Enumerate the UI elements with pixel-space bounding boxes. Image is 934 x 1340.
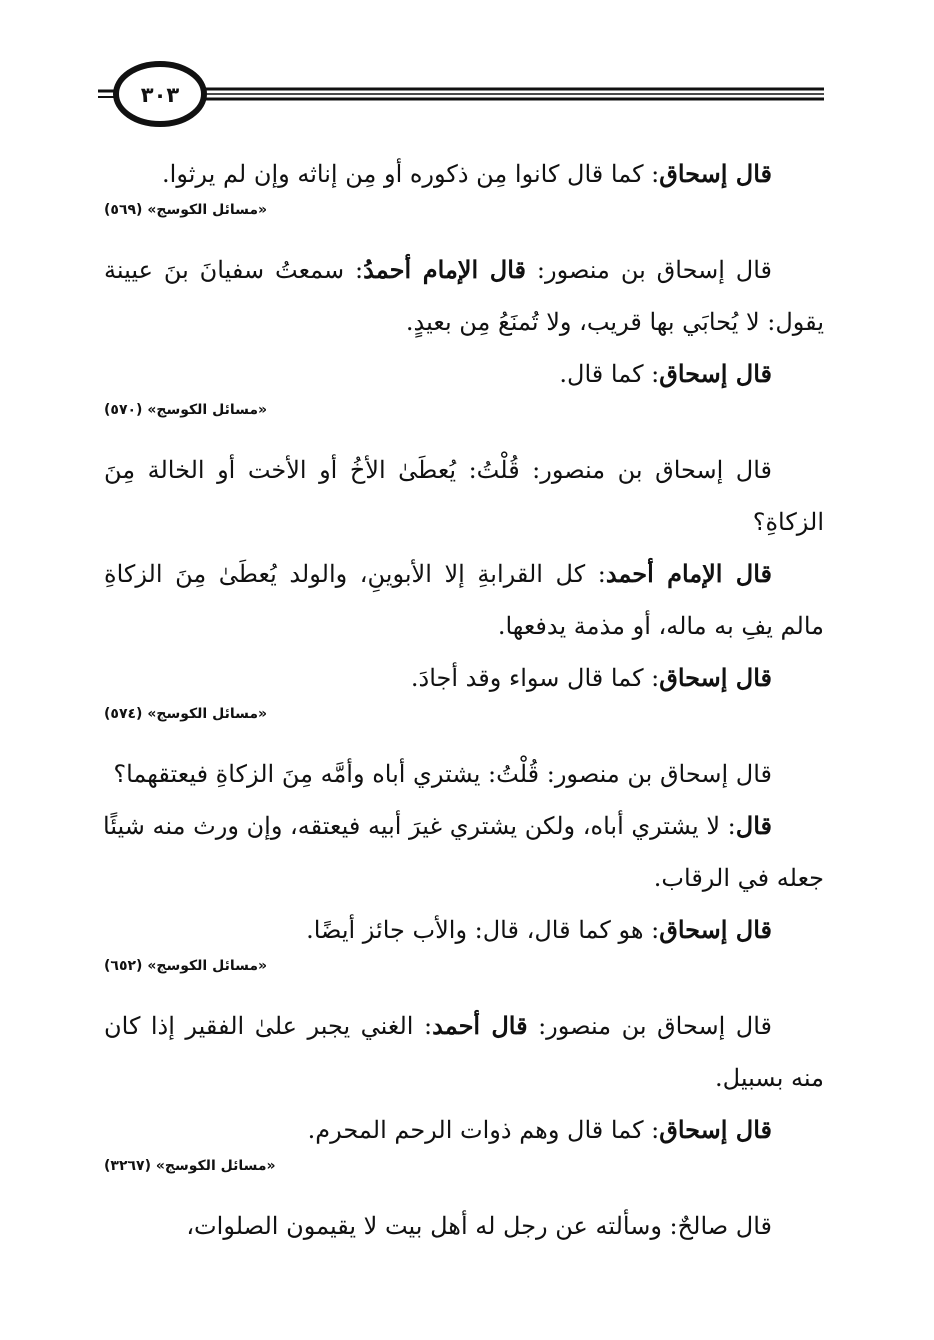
speaker-label: قال إسحاق — [659, 663, 772, 692]
text-line — [104, 1052, 824, 1104]
line-text: : كما قال سواء وقد أجادَ. — [410, 664, 660, 692]
line-text: : كما قال وهم ذوات الرحم المحرم. — [307, 1116, 660, 1144]
line-text: قال صالحٌ: وسألته عن رجل له أهل بيت لا يقيمون الصلوات، — [186, 1212, 772, 1240]
text-line — [104, 244, 824, 296]
line-text: يقول: لا يُحابَي بها قريب، ولا تُمنَعُ مِن بعيدٍ. — [405, 308, 824, 336]
text-line — [104, 800, 824, 852]
source-citation-text: «مسائل الكوسج» (٣٢٦٧) — [104, 1158, 276, 1174]
text-line — [104, 444, 824, 496]
text-line — [104, 148, 824, 200]
text-line — [104, 652, 824, 704]
line-text: : كما قال. — [559, 360, 660, 388]
text-line — [104, 1104, 824, 1156]
text-line — [104, 496, 824, 548]
text-line — [104, 548, 824, 600]
source-citation — [104, 956, 824, 976]
text-line — [104, 1000, 824, 1052]
text-line — [104, 296, 824, 348]
speaker-label: قال إسحاق — [659, 159, 772, 188]
speaker-label: قال إسحاق — [659, 1115, 772, 1144]
text-line — [104, 348, 824, 400]
source-citation — [104, 400, 824, 420]
line-text: قال إسحاق بن منصور: قُلْتُ: يُعطَىٰ الأخُ أو الأخت أو الخالة مِنَ — [104, 456, 772, 484]
speaker-label: قال الإمام أحمد — [605, 559, 772, 588]
text-line — [104, 748, 824, 800]
header-rule-ornament — [98, 58, 824, 134]
line-text: : لا يشتري أباه، ولكن يشتري غيرَ أبيه فيعتقه، وإن ورث منه شيئًا — [103, 812, 736, 840]
line-text: : الغني يجبر علىٰ الفقير إذا كان — [104, 1012, 433, 1040]
line-text: : هو كما قال، قال: والأب جائز أيضًا. — [306, 916, 660, 944]
line-text: : كل القرابةِ إلا الأبوينِ، والولد يُعطَىٰ مِنَ الزكاةِ — [104, 560, 606, 588]
speaker-label: قال إسحاق — [659, 359, 772, 388]
source-citation-text: «مسائل الكوسج» (٥٦٩) — [104, 202, 268, 218]
line-lead: قال إسحاق بن منصور: — [527, 1012, 772, 1040]
page-header — [98, 58, 824, 134]
line-text: جعله في الرقاب. — [653, 864, 824, 892]
source-citation — [104, 200, 824, 220]
source-citation — [104, 704, 824, 724]
text-line — [104, 852, 824, 904]
line-text: : كما قال كانوا مِن ذكوره أو مِن إناثه وإن لم يرثوا. — [162, 160, 660, 188]
text-line — [104, 1200, 824, 1252]
line-text: منه بسبيل. — [715, 1064, 824, 1092]
source-citation-text: «مسائل الكوسج» (٥٧٠) — [104, 402, 268, 418]
source-citation — [104, 1156, 824, 1176]
line-text: قال إسحاق بن منصور: قُلْتُ: يشتري أباه وأمَّه مِنَ الزكاةِ فيعتقهما؟ — [113, 760, 772, 788]
speaker-label: قال إسحاق — [659, 915, 772, 944]
text-line — [104, 904, 824, 956]
speaker-label: قال — [735, 811, 772, 840]
text-line — [104, 600, 824, 652]
page-body — [104, 148, 824, 1252]
speaker-label: قال الإمام أحمدُ — [363, 255, 527, 284]
page-number: ٣٠٣ — [140, 83, 180, 107]
line-text: مالم يفِ به ماله، أو مذمة يدفعها. — [497, 612, 824, 640]
line-text: الزكاةِ؟ — [752, 508, 824, 536]
source-citation-text: «مسائل الكوسج» (٦٥٢) — [104, 958, 268, 974]
speaker-label: قال أحمد — [432, 1011, 528, 1040]
line-text: : سمعتُ سفيانَ بنَ عيينة — [104, 256, 364, 284]
line-lead: قال إسحاق بن منصور: — [526, 256, 773, 284]
source-citation-text: «مسائل الكوسج» (٥٧٤) — [104, 706, 268, 722]
